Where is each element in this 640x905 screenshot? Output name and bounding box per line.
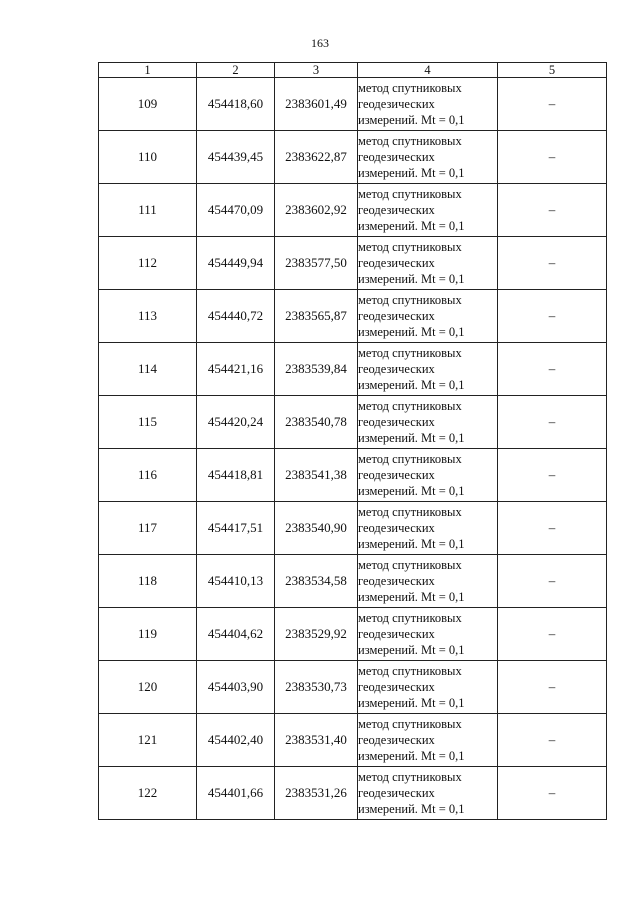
method-line: метод спутниковых: [358, 505, 462, 519]
table-row: [99, 714, 607, 767]
x-coordinate-cell: 454403,90: [197, 661, 275, 714]
y-coordinate-cell: 2383622,87: [275, 131, 358, 184]
table-row: [99, 237, 607, 290]
y-coordinate-cell: 2383530,73: [275, 661, 358, 714]
x-coordinate-cell: 454418,60: [197, 78, 275, 131]
x-coordinate-cell: 454410,13: [197, 555, 275, 608]
method-line: геодезических: [358, 256, 435, 270]
y-coordinate-cell: 2383539,84: [275, 343, 358, 396]
y-coordinate-cell: 2383531,40: [275, 714, 358, 767]
column-header-2: 2: [197, 63, 275, 78]
point-number-cell: 120: [99, 661, 197, 714]
method-line: метод спутниковых: [358, 664, 462, 678]
x-coordinate-cell: 454421,16: [197, 343, 275, 396]
note-cell: –: [498, 714, 607, 767]
method-cell: [358, 555, 498, 608]
method-line: метод спутниковых: [358, 558, 462, 572]
method-line: геодезических: [358, 309, 435, 323]
note-cell: –: [498, 237, 607, 290]
method-line: метод спутниковых: [358, 346, 462, 360]
method-line: геодезических: [358, 468, 435, 482]
point-number-cell: 112: [99, 237, 197, 290]
table-row: [99, 608, 607, 661]
point-number-cell: 121: [99, 714, 197, 767]
method-line: метод спутниковых: [358, 187, 462, 201]
table-row: [99, 184, 607, 237]
point-number-cell: 119: [99, 608, 197, 661]
y-coordinate-cell: 2383531,26: [275, 767, 358, 820]
method-line: геодезических: [358, 150, 435, 164]
note-cell: –: [498, 396, 607, 449]
method-line: геодезических: [358, 521, 435, 535]
method-cell: [358, 131, 498, 184]
method-line: геодезических: [358, 415, 435, 429]
x-coordinate-cell: 454439,45: [197, 131, 275, 184]
note-cell: –: [498, 290, 607, 343]
point-number-cell: 117: [99, 502, 197, 555]
method-line: геодезических: [358, 786, 435, 800]
x-coordinate-cell: 454404,62: [197, 608, 275, 661]
table-row: [99, 131, 607, 184]
method-line: метод спутниковых: [358, 81, 462, 95]
method-cell: [358, 502, 498, 555]
point-number-cell: 115: [99, 396, 197, 449]
method-line: измерений. Mt = 0,1: [358, 272, 465, 286]
note-cell: –: [498, 343, 607, 396]
method-line: геодезических: [358, 203, 435, 217]
page-number: 163: [311, 36, 329, 50]
method-line: измерений. Mt = 0,1: [358, 643, 465, 657]
method-line: геодезических: [358, 733, 435, 747]
note-cell: –: [498, 608, 607, 661]
note-cell: –: [498, 131, 607, 184]
column-header-4: 4: [358, 63, 498, 78]
method-cell: [358, 396, 498, 449]
table-row: [99, 661, 607, 714]
method-line: метод спутниковых: [358, 611, 462, 625]
method-line: измерений. Mt = 0,1: [358, 696, 465, 710]
table-row: [99, 555, 607, 608]
method-line: метод спутниковых: [358, 293, 462, 307]
point-number-cell: 113: [99, 290, 197, 343]
method-line: измерений. Mt = 0,1: [358, 537, 465, 551]
x-coordinate-cell: 454402,40: [197, 714, 275, 767]
method-cell: [358, 78, 498, 131]
note-cell: –: [498, 78, 607, 131]
table-row: [99, 78, 607, 131]
y-coordinate-cell: 2383541,38: [275, 449, 358, 502]
method-line: метод спутниковых: [358, 717, 462, 731]
table-row: [99, 449, 607, 502]
method-cell: [358, 714, 498, 767]
method-line: метод спутниковых: [358, 452, 462, 466]
method-line: измерений. Mt = 0,1: [358, 166, 465, 180]
x-coordinate-cell: 454417,51: [197, 502, 275, 555]
x-coordinate-cell: 454420,24: [197, 396, 275, 449]
x-coordinate-cell: 454418,81: [197, 449, 275, 502]
method-line: метод спутниковых: [358, 770, 462, 784]
method-line: геодезических: [358, 97, 435, 111]
method-line: метод спутниковых: [358, 240, 462, 254]
method-line: геодезических: [358, 680, 435, 694]
method-line: измерений. Mt = 0,1: [358, 749, 465, 763]
y-coordinate-cell: 2383529,92: [275, 608, 358, 661]
method-cell: [358, 237, 498, 290]
x-coordinate-cell: 454470,09: [197, 184, 275, 237]
table-row: [99, 396, 607, 449]
table-row: [99, 343, 607, 396]
y-coordinate-cell: 2383577,50: [275, 237, 358, 290]
method-cell: [358, 767, 498, 820]
note-cell: –: [498, 502, 607, 555]
x-coordinate-cell: 454449,94: [197, 237, 275, 290]
method-line: измерений. Mt = 0,1: [358, 484, 465, 498]
method-cell: [358, 608, 498, 661]
method-line: измерений. Mt = 0,1: [358, 590, 465, 604]
method-cell: [358, 343, 498, 396]
point-number-cell: 111: [99, 184, 197, 237]
method-line: метод спутниковых: [358, 134, 462, 148]
note-cell: –: [498, 555, 607, 608]
y-coordinate-cell: 2383601,49: [275, 78, 358, 131]
method-cell: [358, 449, 498, 502]
x-coordinate-cell: 454440,72: [197, 290, 275, 343]
note-cell: –: [498, 449, 607, 502]
method-line: измерений. Mt = 0,1: [358, 113, 465, 127]
column-header-3: 3: [275, 63, 358, 78]
method-line: геодезических: [358, 627, 435, 641]
method-cell: [358, 661, 498, 714]
note-cell: –: [498, 661, 607, 714]
method-line: измерений. Mt = 0,1: [358, 378, 465, 392]
method-line: геодезических: [358, 574, 435, 588]
x-coordinate-cell: 454401,66: [197, 767, 275, 820]
table-row: [99, 290, 607, 343]
point-number-cell: 114: [99, 343, 197, 396]
y-coordinate-cell: 2383540,90: [275, 502, 358, 555]
y-coordinate-cell: 2383540,78: [275, 396, 358, 449]
column-header-5: 5: [498, 63, 607, 78]
table-row: [99, 767, 607, 820]
point-number-cell: 116: [99, 449, 197, 502]
method-line: метод спутниковых: [358, 399, 462, 413]
note-cell: –: [498, 184, 607, 237]
point-number-cell: 122: [99, 767, 197, 820]
table-row: [99, 502, 607, 555]
point-number-cell: 118: [99, 555, 197, 608]
note-cell: –: [498, 767, 607, 820]
point-number-cell: 110: [99, 131, 197, 184]
method-line: измерений. Mt = 0,1: [358, 325, 465, 339]
y-coordinate-cell: 2383565,87: [275, 290, 358, 343]
y-coordinate-cell: 2383602,92: [275, 184, 358, 237]
table-header-row: [99, 63, 607, 78]
table-body: [99, 78, 607, 820]
column-header-1: 1: [99, 63, 197, 78]
method-line: измерений. Mt = 0,1: [358, 431, 465, 445]
method-cell: [358, 184, 498, 237]
coordinates-table: [98, 62, 607, 820]
method-line: геодезических: [358, 362, 435, 376]
y-coordinate-cell: 2383534,58: [275, 555, 358, 608]
point-number-cell: 109: [99, 78, 197, 131]
method-cell: [358, 290, 498, 343]
method-line: измерений. Mt = 0,1: [358, 219, 465, 233]
method-line: измерений. Mt = 0,1: [358, 802, 465, 816]
